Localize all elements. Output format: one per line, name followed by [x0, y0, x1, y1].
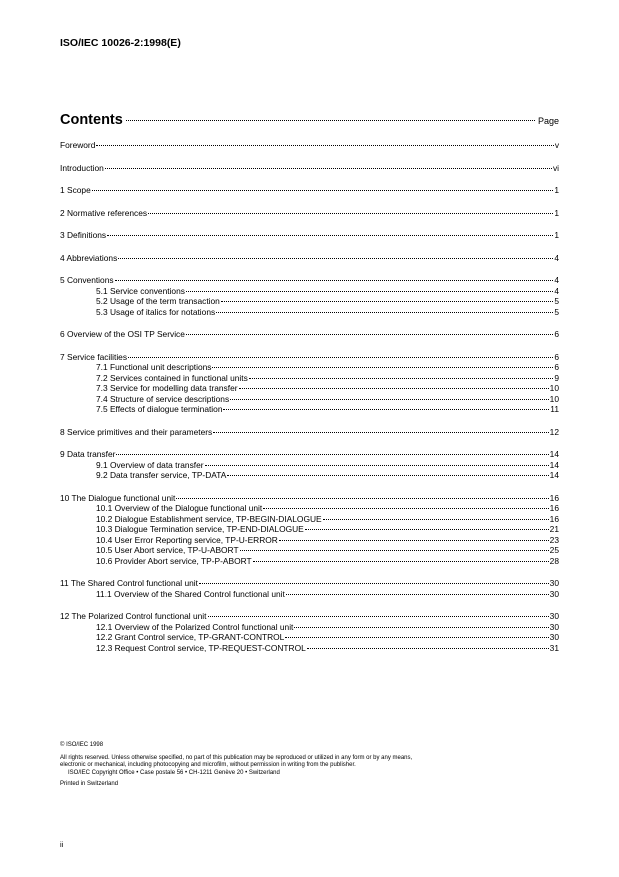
toc-entry-label: 12.3 Request Control service, TP-REQUEST-CONTROL — [96, 642, 306, 653]
toc-entry-page: 10 — [549, 383, 559, 393]
document-id: ISO/IEC 10026-2:1998(E) — [60, 37, 181, 49]
toc-subentry[interactable] — [60, 373, 559, 384]
toc-entry-label: 2 Normative references — [60, 207, 148, 218]
toc-entry[interactable] — [60, 140, 559, 151]
toc-subentry[interactable] — [60, 535, 559, 546]
toc-entry-label: 12.2 Grant Control service, TP-GRANT-CONTROL — [96, 632, 285, 642]
page-column-label: Page — [537, 116, 559, 126]
dot-leader — [212, 367, 553, 368]
dot-leader — [239, 388, 549, 389]
toc-entry[interactable] — [60, 427, 559, 438]
toc-subentry[interactable] — [60, 362, 559, 373]
toc-entry[interactable] — [60, 352, 559, 363]
toc-entry-label: 7 Service facilities — [60, 351, 128, 362]
toc-entry-label: 5.1 Service conventions — [96, 285, 185, 296]
toc-section — [60, 230, 559, 241]
dot-leader — [294, 627, 548, 628]
toc-entry-page: 16 — [549, 503, 559, 513]
dot-leader — [227, 475, 548, 476]
dot-leader — [128, 357, 553, 358]
copyright-office: ISO/IEC Copyright Office • Case postale 56 • CH-1211 Genève 20 • Switzerland — [68, 769, 280, 776]
toc-entry-label: Introduction — [60, 162, 104, 173]
dot-leader — [176, 498, 548, 499]
toc-entry-label: 1 Scope — [60, 185, 91, 195]
toc-entry-label: 9.1 Overview of data transfer — [96, 459, 204, 470]
toc-entry-label: 7.3 Service for modelling data transfer — [96, 383, 238, 393]
toc-entry-label: 10.5 User Abort service, TP-U-ABORT — [96, 545, 239, 555]
toc-section — [60, 275, 559, 317]
toc-subentry[interactable] — [60, 514, 559, 525]
contents-title: Contents — [60, 112, 123, 128]
dot-leader — [118, 258, 553, 259]
toc-entry-label: 10.1 Overview of the Dialogue functional unit — [96, 503, 263, 513]
toc-entry-page: 10 — [549, 393, 559, 404]
toc-section — [60, 208, 559, 219]
toc-entry[interactable] — [60, 230, 559, 241]
toc-entry-page: 12 — [549, 426, 559, 437]
dot-leader — [216, 312, 553, 313]
toc-entry-label: 7.5 Effects of dialogue termination — [96, 404, 223, 414]
toc-entry-label: 3 Definitions — [60, 230, 107, 240]
toc-subentry[interactable] — [60, 470, 559, 481]
toc-entry-page: 30 — [549, 611, 559, 621]
contents-title-row — [60, 112, 559, 128]
toc-entry-label: 5.3 Usage of italics for notations — [96, 306, 216, 317]
toc-section — [60, 329, 559, 340]
toc-entry-page: 5 — [554, 296, 559, 306]
printed-in: Printed in Switzerland — [60, 781, 119, 787]
toc-subentry[interactable] — [60, 622, 559, 633]
dot-leader — [148, 213, 553, 214]
toc-entry-label: 7.4 Structure of service descriptions — [96, 393, 230, 404]
toc-entry-page: 30 — [549, 578, 559, 588]
toc-entry[interactable] — [60, 275, 559, 286]
toc-entry-label: 10.6 Provider Abort service, TP-P-ABORT — [96, 555, 252, 566]
dot-leader — [221, 301, 553, 302]
toc-subentry[interactable] — [60, 394, 559, 405]
toc-subentry[interactable] — [60, 524, 559, 535]
toc-entry-label: 12.1 Overview of the Polarized Control functional unit — [96, 621, 294, 632]
toc-entry-label: 11 The Shared Control functional unit — [60, 578, 198, 588]
toc-entry-page: 25 — [549, 545, 559, 555]
toc-entry-page: 28 — [549, 555, 559, 566]
toc-entry-page: 16 — [549, 513, 559, 524]
dot-leader — [107, 235, 553, 236]
toc-section — [60, 140, 559, 151]
toc-section — [60, 611, 559, 653]
toc-entry-label: 6 Overview of the OSI TP Service — [60, 329, 185, 339]
dot-leader — [285, 637, 548, 638]
toc-entry-page: v — [554, 140, 559, 150]
page-number: ii — [60, 840, 64, 849]
toc-section — [60, 493, 559, 567]
toc-entry[interactable] — [60, 493, 559, 504]
toc-section — [60, 427, 559, 438]
toc-subentry[interactable] — [60, 286, 559, 297]
dot-leader — [105, 168, 552, 169]
toc-entry-label: 10.2 Dialogue Establishment service, TP-BEGIN-DIALOGUE — [96, 513, 322, 524]
dot-leader — [96, 145, 553, 146]
toc-entry-page: 14 — [549, 459, 559, 470]
toc-subentry[interactable] — [60, 404, 559, 415]
copyright-line: © ISO/IEC 1998 — [60, 742, 104, 748]
toc-entry-label: 9.2 Data transfer service, TP-DATA — [96, 470, 227, 480]
copyright-notice — [60, 742, 420, 789]
toc-subentry[interactable] — [60, 460, 559, 471]
toc-entry-label: 7.2 Services contained in functional units — [96, 372, 248, 383]
toc-entry-page: 4 — [554, 285, 559, 296]
dot-leader — [199, 583, 549, 584]
dot-leader — [186, 334, 553, 335]
toc-entry-page: 5 — [554, 306, 559, 317]
toc-section — [60, 185, 559, 196]
toc-entry-page: vi — [552, 162, 559, 173]
dot-leader — [279, 540, 549, 541]
dot-leader — [305, 529, 549, 530]
toc-entry[interactable] — [60, 329, 559, 340]
toc-entry[interactable] — [60, 449, 559, 460]
dot-leader — [92, 190, 554, 191]
toc-entry-page: 6 — [554, 329, 559, 339]
dot-leader — [230, 399, 549, 400]
toc-entry[interactable] — [60, 163, 559, 174]
toc-entry-page: 9 — [554, 372, 559, 383]
toc-subentry[interactable] — [60, 383, 559, 394]
rights-statement: All rights reserved. Unless otherwise specified, no part of this publication may be reproduced or utilized in any form or by any means, electronic or mechanical, including photocopying and microfilm, without permission in writing from the publisher. — [60, 754, 413, 768]
toc-section — [60, 163, 559, 174]
toc-entry[interactable] — [60, 185, 559, 196]
toc-subentry[interactable] — [60, 556, 559, 567]
dot-leader — [307, 648, 549, 649]
dot-leader — [286, 594, 549, 595]
dot-leader — [249, 378, 554, 379]
toc-entry-page: 16 — [549, 492, 559, 503]
dot-leader — [116, 454, 548, 455]
toc-entry-page: 21 — [549, 524, 559, 534]
toc-entry-page: 1 — [554, 185, 559, 195]
toc-subentry[interactable] — [60, 589, 559, 600]
toc-entry-page: 30 — [549, 621, 559, 632]
toc-section — [60, 352, 559, 415]
toc-subentry[interactable] — [60, 632, 559, 643]
toc-entry[interactable] — [60, 611, 559, 622]
toc-section — [60, 578, 559, 599]
toc-subentry[interactable] — [60, 296, 559, 307]
dot-leader — [263, 508, 548, 509]
toc-subentry[interactable] — [60, 503, 559, 514]
toc-entry-page: 11 — [550, 404, 559, 414]
toc-entry-label: 12 The Polarized Control functional unit — [60, 611, 207, 621]
toc-subentry[interactable] — [60, 307, 559, 318]
toc-entry-page: 31 — [549, 642, 559, 653]
dot-leader — [213, 432, 548, 433]
dot-leader — [323, 519, 549, 520]
toc-section — [60, 253, 559, 264]
toc-entry-label: 10.4 User Error Reporting service, TP-U-ERROR — [96, 534, 278, 545]
toc-entry[interactable] — [60, 208, 559, 219]
dot-leader — [223, 409, 549, 410]
toc-section — [60, 449, 559, 481]
toc-entry-page: 6 — [554, 351, 559, 362]
toc-entry-label: 8 Service primitives and their parameters — [60, 426, 213, 437]
dot-leader — [115, 280, 554, 281]
toc-entry[interactable] — [60, 578, 559, 589]
toc-entry-label: 9 Data transfer — [60, 449, 116, 459]
toc-entry-label: 10 The Dialogue functional unit — [60, 492, 176, 503]
dot-leader — [186, 291, 553, 292]
toc-entry[interactable] — [60, 253, 559, 264]
dot-leader — [126, 120, 535, 121]
toc-entry-page: 23 — [549, 534, 559, 545]
toc-entry-page: 30 — [549, 588, 559, 599]
toc-entry-label: 5 Conventions — [60, 275, 114, 285]
toc-entry-label: 4 Abbreviations — [60, 252, 118, 263]
toc-entry-label: 10.3 Dialogue Termination service, TP-END-DIALOGUE — [96, 524, 304, 534]
toc-entry-page: 14 — [549, 470, 559, 480]
toc-entry-page: 30 — [549, 632, 559, 642]
table-of-contents — [60, 140, 559, 665]
toc-entry-page: 1 — [554, 230, 559, 240]
dot-leader — [240, 550, 549, 551]
toc-entry-label: 5.2 Usage of the term transaction — [96, 296, 220, 306]
toc-entry-page: 6 — [554, 362, 559, 372]
toc-entry-page: 1 — [554, 207, 559, 218]
toc-subentry[interactable] — [60, 643, 559, 654]
toc-entry-label: 11.1 Overview of the Shared Control functional unit — [96, 588, 285, 599]
toc-entry-page: 14 — [549, 449, 559, 459]
toc-entry-label: Foreword — [60, 140, 96, 150]
dot-leader — [208, 616, 549, 617]
toc-entry-page: 4 — [554, 275, 559, 285]
dot-leader — [253, 561, 549, 562]
toc-entry-label: 7.1 Functional unit descriptions — [96, 362, 212, 372]
toc-entry-page: 4 — [554, 252, 559, 263]
dot-leader — [205, 465, 549, 466]
toc-subentry[interactable] — [60, 545, 559, 556]
